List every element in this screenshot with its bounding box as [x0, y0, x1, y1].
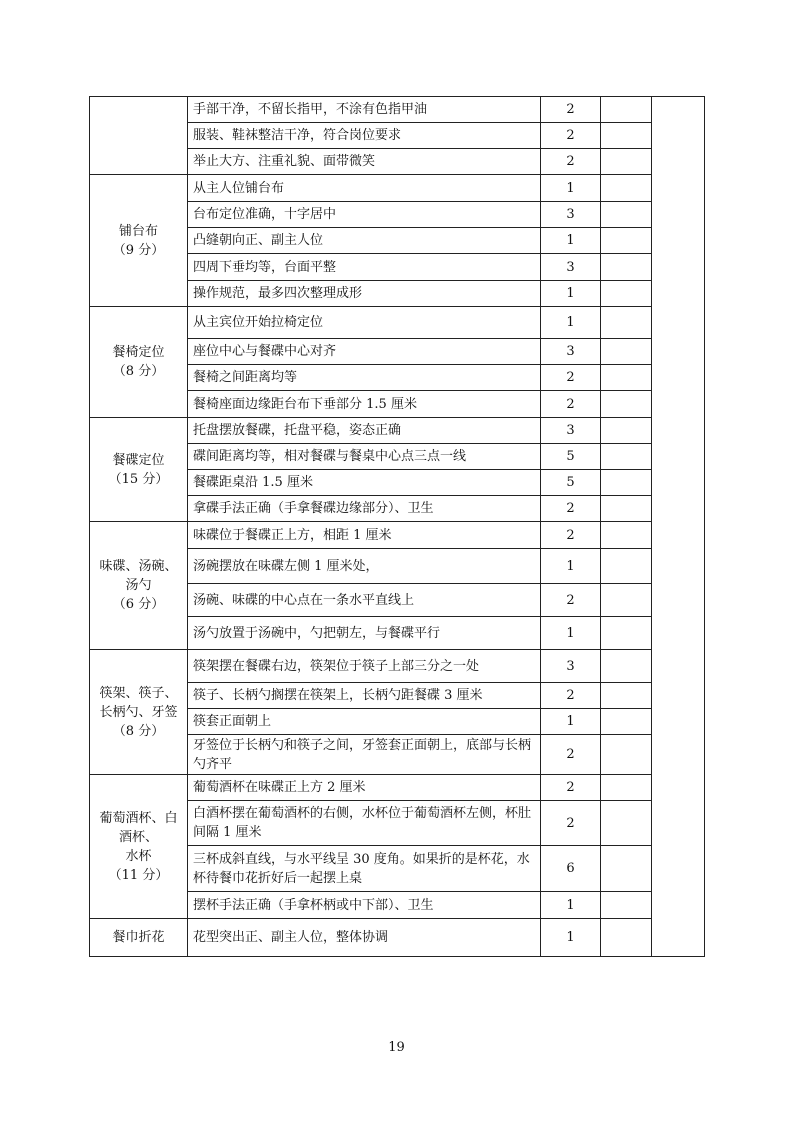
category-cell — [90, 307, 188, 418]
points-cell: 1 — [541, 709, 601, 735]
criterion-text: 餐碟距桌沿 1.5 厘米 — [188, 470, 541, 496]
blank-score-cell — [601, 801, 652, 846]
category-score: （6 分） — [112, 597, 165, 612]
table-row — [90, 175, 705, 202]
blank-score-cell — [601, 281, 652, 307]
criterion-text: 摆杯手法正确（手拿杯柄或中下部）、卫生 — [188, 892, 541, 919]
blank-score-cell — [601, 549, 652, 584]
criterion-text: 餐椅之间距离均等 — [188, 365, 541, 391]
blank-score-cell — [601, 892, 652, 919]
category-label-line: 酒杯、 — [118, 829, 158, 845]
blank-score-cell — [601, 228, 652, 254]
points-cell: 3 — [541, 650, 601, 683]
criterion-text: 筷套正面朝上 — [188, 709, 541, 735]
points-cell: 2 — [541, 522, 601, 549]
blank-score-cell — [601, 418, 652, 444]
blank-score-cell — [601, 846, 652, 892]
table-row — [90, 919, 705, 957]
category-label: 铺台布 — [118, 223, 158, 239]
table-row — [90, 307, 705, 339]
points-cell: 2 — [541, 149, 601, 175]
blank-score-cell — [601, 735, 652, 775]
blank-score-cell — [601, 617, 652, 650]
blank-score-cell — [601, 522, 652, 549]
points-cell: 2 — [541, 584, 601, 617]
points-cell: 1 — [541, 549, 601, 584]
criterion-text: 服装、鞋袜整洁干净，符合岗位要求 — [188, 123, 541, 149]
points-cell: 2 — [541, 365, 601, 391]
blank-score-cell — [601, 307, 652, 339]
category-label-line: 长柄勺、牙签 — [99, 704, 178, 720]
table-row — [90, 522, 705, 549]
criterion-text: 白酒杯摆在葡萄酒杯的右侧，水杯位于葡萄酒杯左侧，杯肚间隔 1 厘米 — [188, 801, 541, 846]
blank-score-cell — [601, 584, 652, 617]
points-cell: 1 — [541, 617, 601, 650]
category-label-line: 筷架、筷子、 — [99, 685, 178, 701]
blank-score-cell — [601, 709, 652, 735]
criterion-text: 凸缝朝向正、副主人位 — [188, 228, 541, 254]
points-cell: 3 — [541, 202, 601, 228]
criterion-text: 手部干净，不留长指甲，不涂有色指甲油 — [188, 97, 541, 123]
points-cell: 5 — [541, 444, 601, 470]
blank-score-cell — [601, 149, 652, 175]
points-cell: 2 — [541, 775, 601, 801]
criterion-text: 牙签位于长柄勺和筷子之间，牙签套正面朝上，底部与长柄勺齐平 — [188, 735, 541, 775]
points-cell: 2 — [541, 735, 601, 775]
criterion-text: 四周下垂均等，台面平整 — [188, 254, 541, 281]
category-cell — [90, 522, 188, 650]
table-row — [90, 775, 705, 801]
category-cell — [90, 775, 188, 919]
category-score: （11 分） — [108, 867, 169, 883]
blank-score-cell — [601, 123, 652, 149]
points-cell: 1 — [541, 919, 601, 957]
blank-score-cell — [601, 97, 652, 123]
points-cell: 1 — [541, 228, 601, 254]
criterion-text: 举止大方、注重礼貌、面带微笑 — [188, 149, 541, 175]
points-cell: 1 — [541, 307, 601, 339]
points-cell: 2 — [541, 123, 601, 149]
points-cell: 5 — [541, 470, 601, 496]
blank-score-cell — [601, 919, 652, 957]
criterion-text: 托盘摆放餐碟，托盘平稳，姿态正确 — [188, 418, 541, 444]
points-cell: 2 — [541, 801, 601, 846]
criterion-text: 汤勺放置于汤碗中，勺把朝左，与餐碟平行 — [188, 617, 541, 650]
criterion-text: 从主人位铺台布 — [188, 175, 541, 202]
blank-remarks-cell — [652, 97, 705, 957]
points-cell: 3 — [541, 418, 601, 444]
blank-score-cell — [601, 202, 652, 228]
table-body — [90, 97, 705, 957]
blank-score-cell — [601, 775, 652, 801]
category-cell — [90, 175, 188, 307]
criterion-text: 葡萄酒杯在味碟正上方 2 厘米 — [188, 775, 541, 801]
table-row — [90, 97, 705, 123]
points-cell: 3 — [541, 254, 601, 281]
blank-score-cell — [601, 175, 652, 202]
criterion-text: 拿碟手法正确（手拿餐碟边缘部分）、卫生 — [188, 496, 541, 522]
criterion-text: 餐椅座面边缘距台布下垂部分 1.5 厘米 — [188, 391, 541, 418]
blank-score-cell — [601, 683, 652, 709]
category-score: （15 分） — [108, 471, 169, 487]
criterion-text: 三杯成斜直线，与水平线呈 30 度角。如果折的是杯花，水杯待餐巾花折好后一起摆上桌 — [188, 846, 541, 892]
blank-score-cell — [601, 650, 652, 683]
category-label: 餐椅定位 — [112, 345, 165, 360]
points-cell: 2 — [541, 683, 601, 709]
category-cell — [90, 919, 188, 957]
scoring-table — [89, 96, 705, 957]
category-label-line: 水杯 — [125, 848, 152, 864]
points-cell: 3 — [541, 339, 601, 365]
criterion-text: 筷架摆在餐碟右边，筷架位于筷子上部三分之一处 — [188, 650, 541, 683]
category-label: 餐碟定位 — [112, 452, 165, 468]
blank-score-cell — [601, 254, 652, 281]
points-cell: 2 — [541, 391, 601, 418]
blank-score-cell — [601, 365, 652, 391]
category-label-line: 汤勺 — [125, 578, 152, 593]
blank-score-cell — [601, 470, 652, 496]
criterion-text: 花型突出正、副主人位，整体协调 — [188, 919, 541, 957]
category-label-line: 葡萄酒杯、白 — [99, 810, 178, 826]
criterion-text: 筷子、长柄勺搁摆在筷架上，长柄勺距餐碟 3 厘米 — [188, 683, 541, 709]
category-cell — [90, 650, 188, 775]
criterion-text: 汤碗摆放在味碟左侧 1 厘米处， — [188, 549, 541, 584]
category-score: （8 分） — [112, 723, 165, 739]
points-cell: 2 — [541, 97, 601, 123]
points-cell: 1 — [541, 281, 601, 307]
points-cell: 2 — [541, 496, 601, 522]
criterion-text: 碟间距离均等，相对餐碟与餐桌中心点三点一线 — [188, 444, 541, 470]
criterion-text: 从主宾位开始拉椅定位 — [188, 307, 541, 339]
category-label: 餐巾折花 — [112, 930, 165, 945]
points-cell: 1 — [541, 892, 601, 919]
criterion-text: 汤碗、味碟的中心点在一条水平直线上 — [188, 584, 541, 617]
blank-score-cell — [601, 444, 652, 470]
criterion-text: 座位中心与餐碟中心对齐 — [188, 339, 541, 365]
page-number: 19 — [388, 1040, 405, 1055]
table-row — [90, 418, 705, 444]
blank-score-cell — [601, 391, 652, 418]
category-score: （8 分） — [112, 364, 165, 379]
table-row — [90, 650, 705, 683]
blank-score-cell — [601, 339, 652, 365]
points-cell: 6 — [541, 846, 601, 892]
category-cell — [90, 418, 188, 522]
category-cell — [90, 97, 188, 175]
points-cell: 1 — [541, 175, 601, 202]
category-label-line: 味碟、汤碗、 — [99, 559, 178, 574]
criterion-text: 操作规范，最多四次整理成形 — [188, 281, 541, 307]
category-score: （9 分） — [112, 242, 165, 258]
criterion-text: 味碟位于餐碟正上方，相距 1 厘米 — [188, 522, 541, 549]
criterion-text: 台布定位准确，十字居中 — [188, 202, 541, 228]
blank-score-cell — [601, 496, 652, 522]
